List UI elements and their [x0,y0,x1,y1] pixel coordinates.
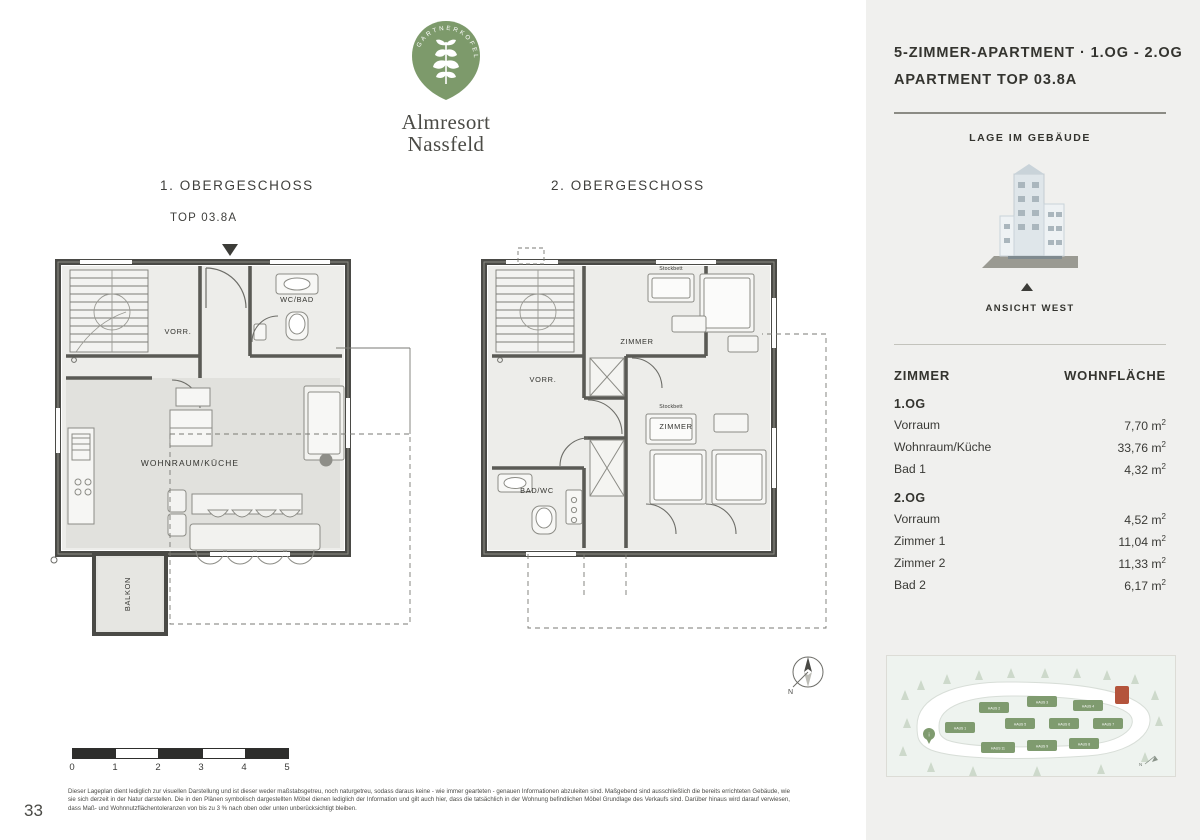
svg-text:N: N [1139,762,1143,767]
row-area: 7,70 $m^2$ [1124,418,1166,434]
svg-text:HAUS 7: HAUS 7 [1101,722,1115,727]
svg-text:HAUS 8: HAUS 8 [1077,742,1091,747]
leaf-tree-icon [403,18,489,104]
brand-name-line2: Nassfeld [407,132,485,156]
page-number: 33 [24,801,43,820]
ansicht-label: ANSICHT WEST [985,303,1075,314]
row-area: 6,17 $m^2$ [1124,578,1166,594]
scale-tick-4: 4 [241,762,247,773]
svg-text:WC/BAD: WC/BAD [280,295,314,304]
table-row [894,578,1166,593]
building-illustration [978,160,1082,270]
svg-text:HAUS 9: HAUS 9 [1035,744,1049,749]
table-row [894,512,1166,527]
svg-text:GARTNERKOFEL: GARTNERKOFEL [415,24,480,61]
svg-text:VORR.: VORR. [164,327,192,336]
svg-text:HAUS 2: HAUS 2 [987,706,1001,711]
svg-text:ZIMMER: ZIMMER [620,337,654,346]
row-area: 11,04 $m^2$ [1118,534,1166,550]
floor-heading-2og: 2. OBERGESCHOSS [551,178,705,193]
floor-heading-1og: 1. OBERGESCHOSS [160,178,314,193]
svg-text:HAUS 3: HAUS 3 [1035,700,1049,705]
scale-bar [69,748,290,776]
svg-text:BALKON: BALKON [123,576,132,612]
row-room: Bad 1 [894,462,926,477]
scale-tick-5: 5 [284,762,290,773]
svg-text:Stockbett: Stockbett [659,266,683,272]
row-room: Vorraum [894,418,941,432]
table-row [894,440,1166,455]
floorplan-1og [40,238,440,658]
divider-top [894,112,1166,114]
svg-text:HAUS 5: HAUS 5 [1013,722,1027,727]
disclaimer-text: Dieser Lageplan dient lediglich zur visuellen Darstellung und ist dieser weder maßstabsgetreu, noch naturgetreu, sodass daraus keine - wie immer gearteten - genauen Informationen abzuleiten sind. Maßgebend sind ausschließlich die bereits errichteten Gebäude, wie sie sich derzeit in der Natur darstellen. Die in den Plänen symbolisch dargestellten Möbel dienen lediglich der Information und gilt auch hier, dass die tatsächlich in der Wohnung befindlichen Möbel Grundlage des Verkaufs sind. Darüber hinaus wird darauf verwiesen, dass Maß- und Wohnnutzflächentoleranzen von bis zu 3 % nach oben oder unten unberücksichtigt bleiben. [68,788,790,812]
section-label-2og: 2.OG [894,491,926,506]
top-label-left: TOP 03.8A [170,212,238,224]
table-header-area: WOHNFLÄCHE [1064,368,1166,383]
row-room: Vorraum [894,512,941,527]
brand-logo [376,18,516,156]
row-room: Zimmer 1 [894,534,946,549]
floorplan-2og [466,238,866,658]
site-map[interactable] [886,655,1176,777]
row-room: Zimmer 2 [894,556,946,571]
compass-rose [782,650,830,698]
row-area: 11,33 $m^2$ [1118,556,1166,572]
table-row [894,418,1166,433]
brand-name-line1: Almresort [401,110,491,134]
scale-tick-3: 3 [198,762,204,773]
svg-text:HAUS 4: HAUS 4 [1081,704,1095,709]
divider-mid [894,344,1166,345]
table-header-room: ZIMMER [894,368,951,383]
row-area: 4,52 $m^2$ [1124,512,1166,528]
scale-tick-2: 2 [155,762,161,773]
table-row [894,556,1166,571]
svg-text:ZIMMER: ZIMMER [659,422,693,431]
scale-tick-0: 0 [69,762,75,773]
scale-tick-1: 1 [112,762,118,773]
row-room: Bad 2 [894,578,926,593]
table-row [894,534,1166,549]
svg-text:WOHNRAUM/KÜCHE: WOHNRAUM/KÜCHE [140,458,240,468]
svg-text:HAUS 11: HAUS 11 [991,746,1005,751]
lage-title: LAGE IM GEBÄUDE [969,132,1091,144]
svg-text:BAD/WC: BAD/WC [520,486,554,495]
table-row [894,462,1166,477]
apartment-top: APARTMENT TOP 03.8A [894,72,1078,88]
view-direction-arrow-icon [1021,283,1033,291]
apartment-kind: 5-ZIMMER-APARTMENT · 1.OG - 2.OG [894,45,1183,61]
area-table [894,368,1166,593]
svg-text:HAUS 1: HAUS 1 [953,726,967,731]
row-area: 4,32 $m^2$ [1124,462,1166,478]
row-room: Wohnraum/Küche [894,440,992,455]
svg-text:Stockbett: Stockbett [659,404,683,410]
svg-text:N: N [788,689,794,696]
svg-text:VORR.: VORR. [529,375,557,384]
svg-text:HAUS 6: HAUS 6 [1057,722,1071,727]
row-area: 33,76 $m^2$ [1117,440,1166,456]
section-label-1og: 1.OG [894,397,926,411]
svg-text:i: i [928,732,930,739]
